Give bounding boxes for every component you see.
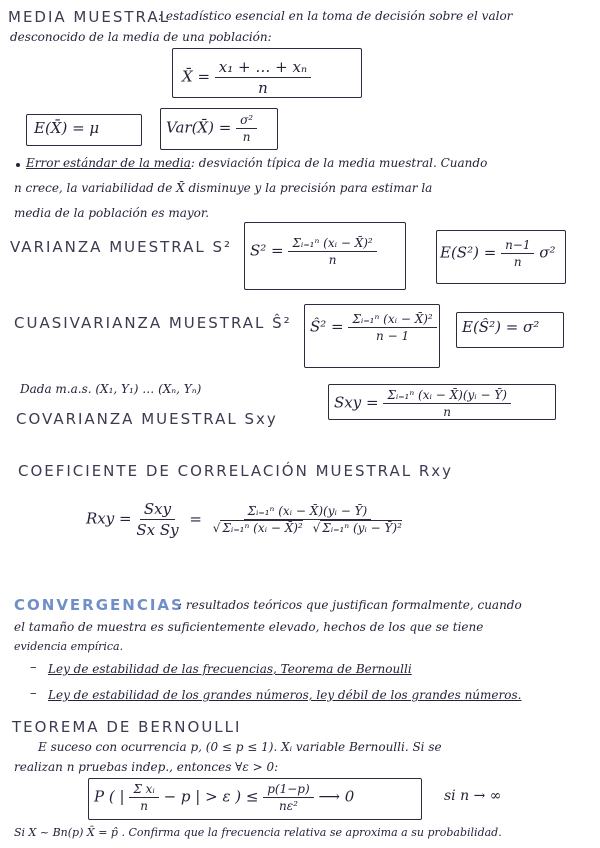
covarianza-frac: [383, 388, 511, 419]
var-media: [166, 113, 257, 144]
correlacion-frac1-den: Sx Sy: [136, 521, 179, 539]
correlacion-frac2-num: Σᵢ₌₁ⁿ (xᵢ − X̄)(yᵢ − Ȳ): [244, 504, 372, 520]
correlacion-frac1: [136, 500, 178, 539]
cuasi-title: CUASIVARIANZA MUESTRAL Ŝ²: [14, 314, 292, 332]
convergencias-item-2: Ley de estabilidad de los grandes números, ley débil de los grandes números.: [48, 688, 522, 702]
list-dash: –: [30, 660, 37, 675]
error-line-2: n crece, la variabilidad de X̄ disminuye y la precisión para estimar la: [14, 181, 433, 195]
bernoulli-line-1: E suceso con ocurrencia p, (0 ≤ p ≤ 1). Xᵢ variable Bernoulli. Si se: [38, 740, 442, 754]
covarianza-den: n: [443, 405, 452, 419]
media-formula-frac: [215, 58, 311, 97]
correlacion-lhs: Rxy =: [86, 509, 132, 528]
varianza-frac: [288, 236, 376, 267]
media-title: MEDIA MUESTRAL: [8, 8, 170, 26]
expect-varianza-den: n: [513, 255, 522, 269]
bernoulli-formula-b: − p | > ε ) ≤: [163, 787, 259, 806]
bernoulli-frac2-num: p(1−p): [263, 782, 313, 798]
covarianza-lhs: Sxy =: [334, 393, 379, 412]
expect-media: E(X̄) = μ: [34, 119, 100, 137]
covarianza-title: COVARIANZA MUESTRAL Sxy: [16, 410, 278, 428]
varianza-num: Σᵢ₌₁ⁿ (xᵢ − X̄)²: [288, 236, 376, 252]
bernoulli-formula-a: P ( |: [94, 787, 125, 806]
covarianza-num: Σᵢ₌₁ⁿ (xᵢ − X̄)(yᵢ − Ȳ): [383, 388, 511, 404]
bernoulli-frac1: [129, 782, 158, 813]
bernoulli-formula-c: ⟶ 0: [318, 787, 355, 806]
cuasi-lhs: Ŝ² =: [310, 317, 344, 336]
varianza-formula: [250, 236, 377, 267]
bernoulli-title: TEOREMA DE BERNOULLI: [12, 718, 242, 736]
var-media-num: σ²: [236, 113, 257, 129]
bullet-dot: [16, 163, 20, 167]
cuasi-num: Σᵢ₌₁ⁿ (xᵢ − X̄)²: [348, 312, 436, 328]
bernoulli-frac1-den: n: [140, 799, 148, 813]
correlacion-frac2: [213, 504, 402, 535]
expect-varianza: [440, 238, 556, 269]
varianza-den: n: [328, 253, 337, 267]
correlacion-frac1-num: Sxy: [140, 500, 175, 520]
media-desc-1: : estadístico esencial en la toma de decisión sobre el valor: [158, 9, 513, 23]
bernoulli-limit: si n → ∞: [444, 788, 502, 804]
error-title: Error estándar de la media: [26, 156, 191, 170]
var-media-den: n: [242, 130, 251, 144]
bernoulli-frac1-num: Σ xᵢ: [129, 782, 158, 798]
error-desc-1: : desviación típica de la media muestral. Cuando: [190, 156, 488, 170]
cuasi-den: n − 1: [376, 329, 410, 343]
convergencias-line-3: evidencia empírica.: [14, 640, 124, 653]
expect-varianza-frac: [501, 238, 534, 269]
expect-varianza-rhs: σ²: [539, 243, 556, 262]
correlacion-frac2-den-a: Σᵢ₌₁ⁿ (xᵢ − X̄)²: [222, 521, 303, 535]
varianza-title: VARIANZA MUESTRAL S²: [10, 238, 233, 256]
bernoulli-line-2: realizan n pruebas indep., entonces ∀ε > 0:: [14, 760, 279, 774]
media-formula-num: x₁ + … + xₙ: [215, 58, 311, 78]
cuasi-formula: [310, 312, 437, 343]
convergencias-line-2: el tamaño de muestra es suficientemente elevado, hechos de los que se tiene: [14, 620, 484, 634]
var-media-lhs: Var(X̄) =: [166, 118, 232, 137]
error-line-1: [26, 156, 487, 171]
covarianza-given: Dada m.a.s. (X₁, Y₁) … (Xₙ, Yₙ): [20, 382, 202, 396]
correlacion-frac2-den-b: Σᵢ₌₁ⁿ (yᵢ − Ȳ)²: [322, 521, 402, 535]
correlacion-eq: =: [189, 509, 202, 528]
covarianza-formula: [334, 388, 511, 419]
expect-varianza-lhs: E(S²) =: [440, 243, 497, 262]
bernoulli-formula: [94, 782, 354, 813]
bernoulli-frac2: [263, 782, 313, 813]
cuasi-frac: [348, 312, 436, 343]
correlacion-frac2-den: √ Σᵢ₌₁ⁿ (xᵢ − X̄)² √ Σᵢ₌₁ⁿ (yᵢ − Ȳ)²: [212, 521, 402, 535]
expect-varianza-num: n−1: [501, 238, 534, 254]
list-dash: –: [30, 686, 37, 701]
varianza-lhs: S² =: [250, 241, 284, 260]
convergencias-title: CONVERGENCIAS: [14, 596, 184, 614]
media-desc-2: desconocido de la media de una población:: [10, 30, 272, 44]
correlacion-title: COEFICIENTE DE CORRELACIÓN MUESTRAL Rxy: [18, 462, 454, 480]
convergencias-line-1: : resultados teóricos que justifican formalmente, cuando: [178, 598, 522, 612]
media-formula-lhs: X̄ =: [182, 67, 211, 86]
media-formula: [182, 58, 311, 97]
convergencias-item-1: Ley de estabilidad de las frecuencias, Teorema de Bernoulli: [48, 662, 412, 676]
bernoulli-frac2-den: nε²: [278, 799, 298, 813]
expect-cuasi: E(Ŝ²) = σ²: [462, 318, 540, 336]
var-media-frac: [236, 113, 257, 144]
bernoulli-footer: Si X ~ Bn(p) X̄ = p̂ . Confirma que la frecuencia relativa se aproxima a su probabilidad.: [14, 826, 502, 839]
correlacion-formula: [86, 500, 402, 539]
media-formula-den: n: [258, 79, 268, 97]
error-line-3: media de la población es mayor.: [14, 206, 210, 220]
